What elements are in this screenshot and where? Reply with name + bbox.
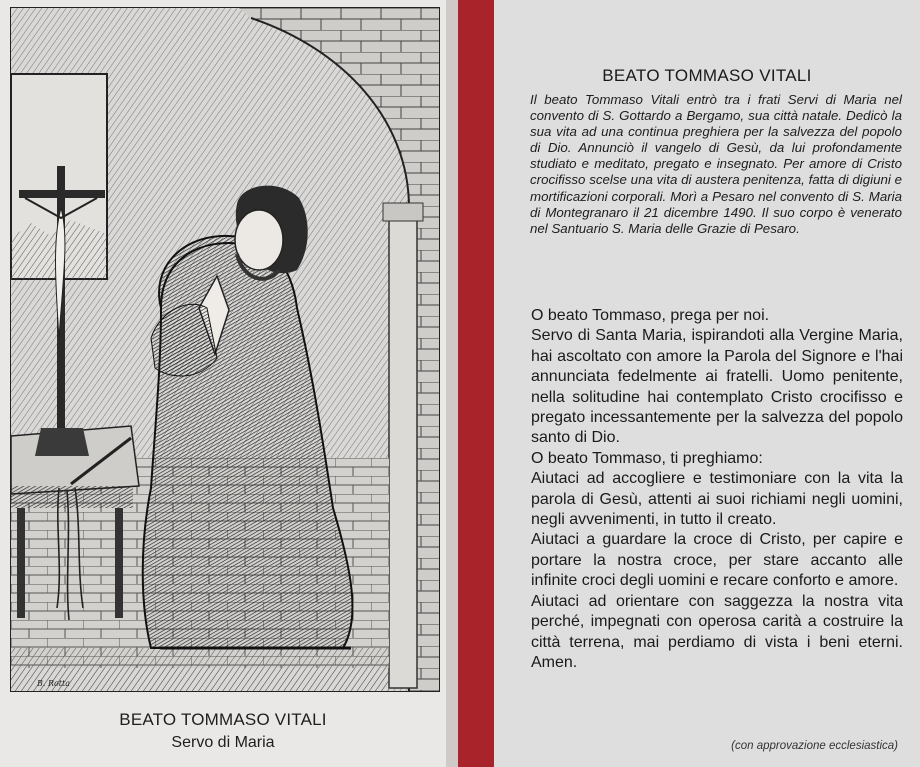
holy-card-front <box>0 0 446 767</box>
artist-signature: B. Rotta <box>37 679 71 688</box>
card-caption-subtitle: Servo di Maria <box>171 734 275 751</box>
prayer-paragraph: Servo di Santa Maria, ispirandoti alla Vergine Maria, hai ascoltato con amore la Parola del Signore e l'hai annunciata fedelmente ai fratelli. Uomo penitente, nella solitudine hai contemplato Cristo crocifisso e pregato incessantemente per la salvezza del popolo santo di Dio. <box>531 327 903 447</box>
card-caption-title: BEATO TOMMASO VITALI <box>119 710 327 729</box>
holy-card-back <box>494 0 920 767</box>
saint-illustration <box>10 7 440 692</box>
red-border-band <box>458 0 494 767</box>
prayer-paragraph: Aiutaci ad orientare con saggezza la nostra vita perché, impegnati con operosa carità a costruire la città terrena, mai perdiamo di vista i beni eterni. Amen. <box>531 592 903 671</box>
background-gap <box>446 0 458 767</box>
ecclesiastical-approval-note: (con approvazione ecclesiastica) <box>731 740 898 752</box>
prayer-text <box>531 306 903 673</box>
prayer-paragraph: O beato Tommaso, ti preghiamo: <box>531 449 763 467</box>
prayer-paragraph: O beato Tommaso, prega per noi. <box>531 307 770 324</box>
engraving-image <box>11 8 439 691</box>
biography-text: Il beato Tommaso Vitali entrò tra i frati Servi di Maria nel convento di S. Gottardo a Bergamo, sua città natale. Dedicò la sua vita ad una continua preghiera per la salvezza del popolo di Dio. Annunciò il vangelo di Gesù, da lui profondamente studiato e meditato, pregato e insegnato. Per amore di Cristo crocifisso scelse una vita di austera penitenza, fatta di digiuni e mortificazioni corporali. Morì a Pesaro nel convento di S. Maria di Montegranaro il 21 dicembre 1490. Il suo corpo è venerato nel Santuario S. Maria delle Grazie di Pesaro. <box>530 92 902 236</box>
prayer-paragraph: Aiutaci ad accogliere e testimoniare con la vita la parola di Gesù, attenti ai suoi richiami negli uomini, negli avvenimenti, in tutto il creato. <box>531 470 903 529</box>
prayer-paragraph: Aiutaci a guardare la croce di Cristo, per capire e portare la nostra croce, per stare accanto alle infinite croci degli uomini e recare conforto e amore. <box>531 531 903 590</box>
prayer-card-title: BEATO TOMMASO VITALI <box>602 66 812 85</box>
